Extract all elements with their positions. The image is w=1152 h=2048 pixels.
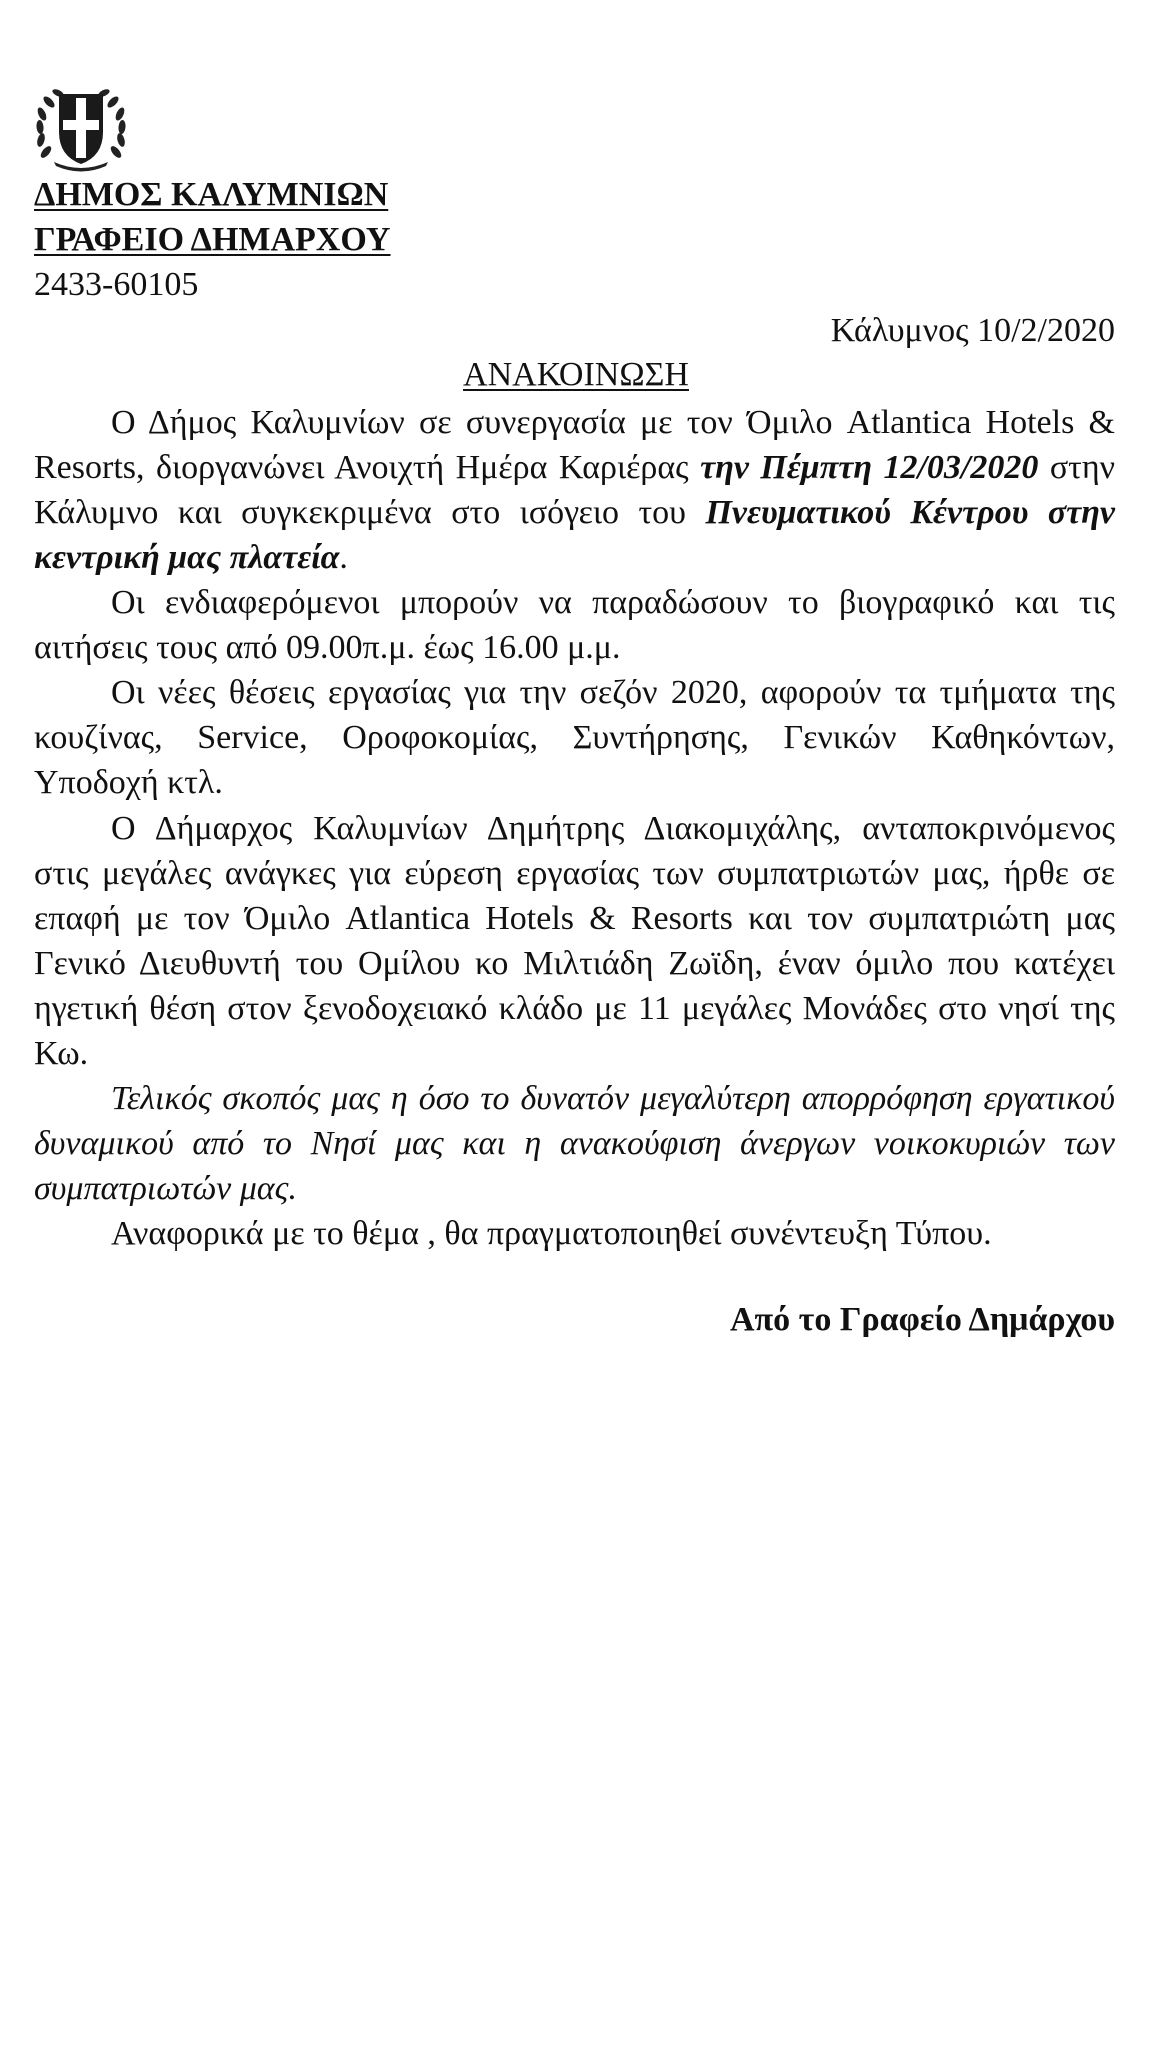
document-date: Κάλυμνος 10/2/2020 [830,312,1115,349]
letterhead [34,172,391,307]
paragraph-1 [34,400,1115,580]
paragraph-6: Αναφορικά με το θέμα , θα πραγματοποιηθεί συνέντευξη Τύπου. [111,1215,992,1252]
paragraph-1-text-e: . [339,539,348,576]
municipality-name: ΔΗΜΟΣ ΚΑΛΥΜΝΙΩΝ [34,176,389,213]
paragraph-3: Οι νέες θέσεις εργασίας για την σεζόν 2020, αφορούν τα τμήματα της κουζίνας, Service, Οροφοκομίας, Συντήρησης, Γενικών Καθηκόντων, Υποδοχή κτλ. [34,674,1115,801]
paragraph-1-text-a: Ο Δήμος Καλυμνίων σε συνεργασία με τον Όμιλο Atlantica Hotels & Resorts, διοργανώνει Ανοιχτή Ημέρα Καριέρας [34,404,1115,486]
paragraph-1-text-c: στην Κάλυμνο και συγκεκριμένα στο ισόγειο του [34,449,1115,531]
paragraph-5: Τελικός σκοπός μας η όσο το δυνατόν μεγαλύτερη απορρόφηση εργατικού δυναμικού από το Νησί μας και η ανακούφιση άνεργων νοικοκυριών των συμπατριωτών μας. [34,1080,1115,1207]
paragraph-2: Οι ενδιαφερόμενοι μπορούν να παραδώσουν το βιογραφικό και τις αιτήσεις τους από 09.00π.μ. έως 16.00 μ.μ. [34,584,1115,666]
signature: Από το Γραφείο Δημάρχου [729,1301,1115,1338]
phone-number: 2433-60105 [34,266,199,303]
event-date-emphasis: την Πέμπτη 12/03/2020 [700,449,1039,486]
announcement-body [34,400,1115,1256]
greek-coat-of-arms-icon [32,82,130,174]
document-title: ΑΝΑΚΟΙΝΩΣΗ [463,356,689,393]
paragraph-4: Ο Δήμαρχος Καλυμνίων Δημήτρης Διακομιχάλης, ανταποκρινόμενος στις μεγάλες ανάγκες για εύρεση εργασίας των συμπατριωτών μας, ήρθε σε επαφή με τον Όμιλο Atlantica Hotels & Resorts και τον συμπατριώτη μας Γενικό Διευθυντή του Ομίλου κο Μιλτιάδη Ζωϊδη, έναν όμιλο που κατέχει ηγετική θέση στον ξενοδοχειακό κλάδο με 11 μεγάλες Μονάδες στο νησί της Κω. [34,810,1115,1072]
office-name: ΓΡΑΦΕΙΟ ΔΗΜΑΡΧΟΥ [34,221,391,258]
venue-emphasis: Πνευματικού Κέντρου στην κεντρική μας πλατεία [34,494,1115,576]
